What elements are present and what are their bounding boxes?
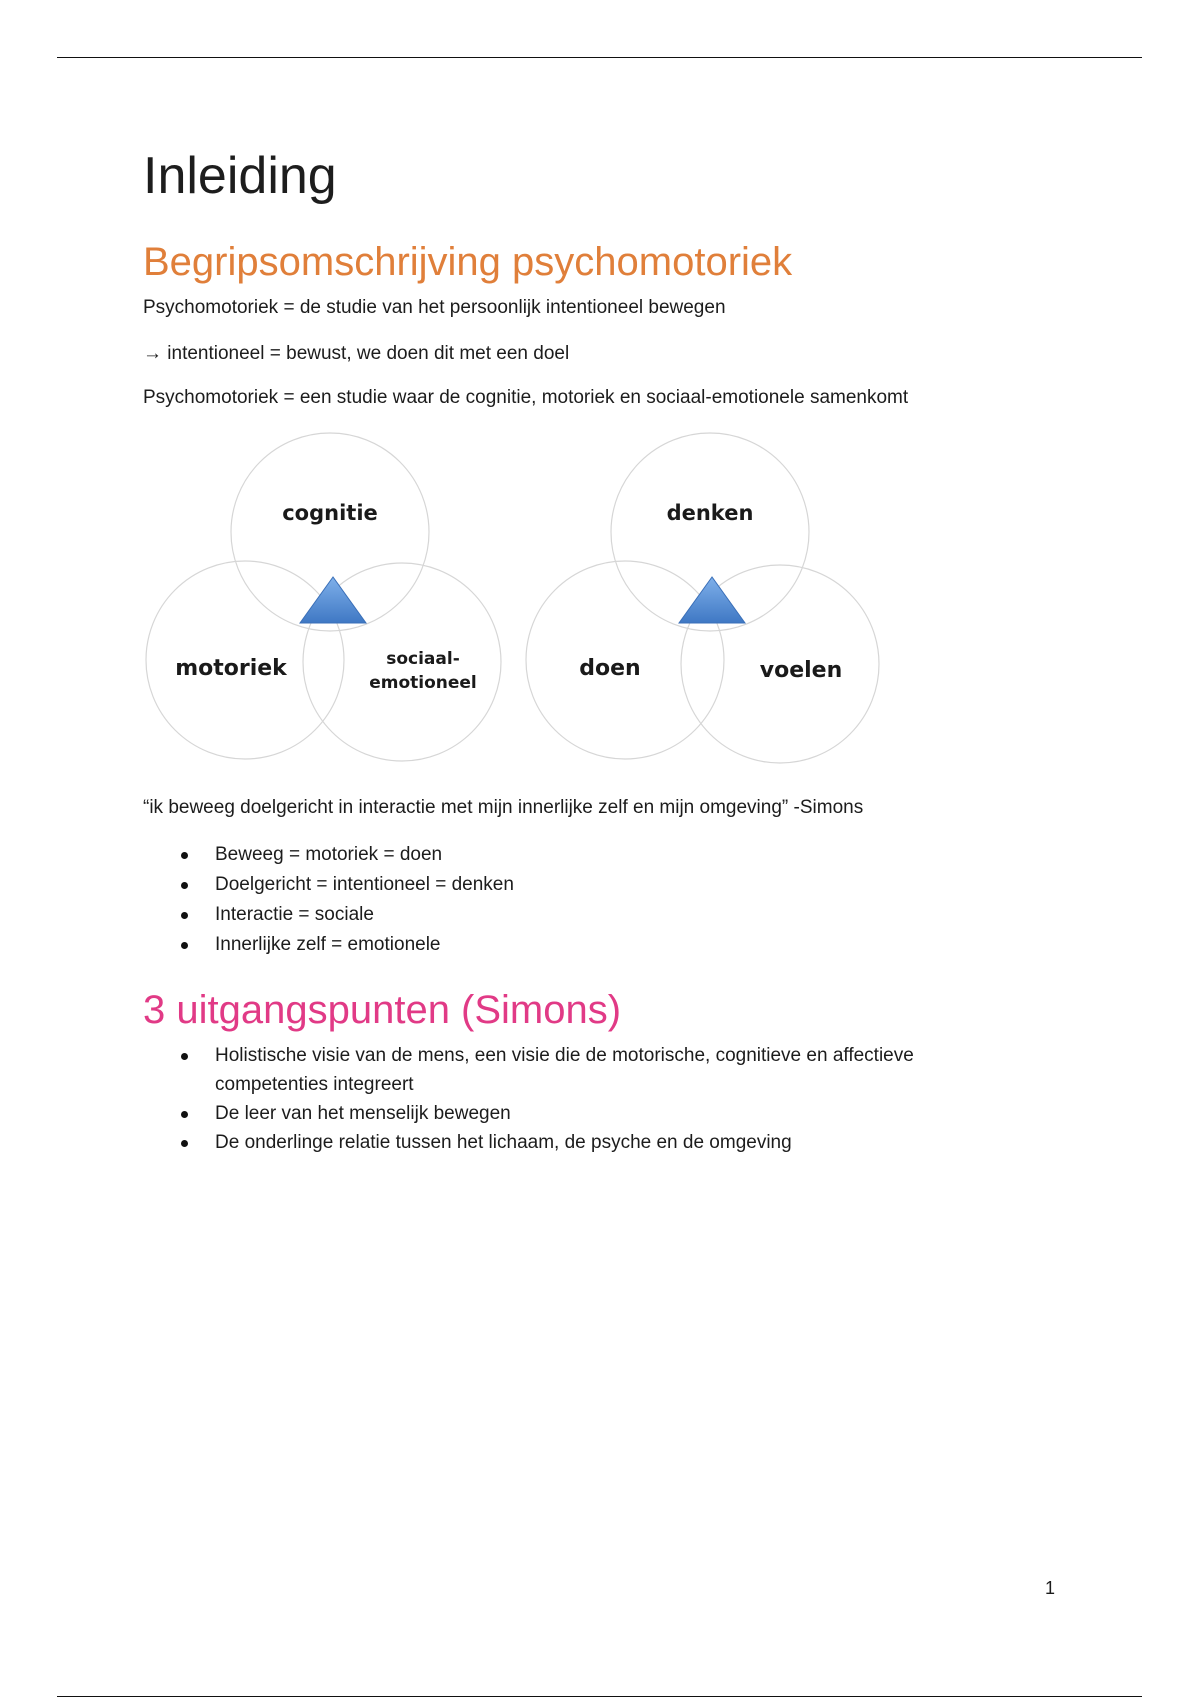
venn-diagram-right: [526, 433, 879, 763]
list-item: De onderlinge relatie tussen het lichaam, de psyche en de omgeving: [143, 1128, 1003, 1157]
footer-rule: [57, 1696, 1142, 1697]
venn-label-voelen: voelen: [759, 658, 843, 683]
venn-label-doen: doen: [579, 656, 641, 681]
quote-paragraph: “ik beweeg doelgericht in interactie met mijn innerlijke zelf en mijn omgeving” -Simons: [143, 797, 864, 818]
bullet-list-simons: [143, 840, 514, 960]
list-item: Interactie = sociale: [143, 900, 514, 930]
venn-label-motoriek: motoriek: [175, 656, 287, 681]
venn-label-denken: denken: [666, 501, 754, 525]
venn-label-emotioneel: emotioneel: [369, 673, 477, 693]
list-item: Holistische visie van de mens, een visie die de motorische, cognitieve en affectieve competenties integreert: [143, 1041, 1003, 1099]
header-rule: [57, 57, 1142, 58]
list-item: Beweeg = motoriek = doen: [143, 840, 514, 870]
page-title: Inleiding: [143, 147, 337, 205]
venn-label-cognitie: cognitie: [282, 501, 378, 525]
section-title-uitgangspunten: 3 uitgangspunten (Simons): [143, 988, 622, 1032]
page-number: 1: [1045, 1578, 1056, 1598]
triangle-icon: [300, 577, 366, 623]
list-item: Doelgericht = intentioneel = denken: [143, 870, 514, 900]
definition-paragraph: Psychomotoriek = de studie van het persoonlijk intentioneel bewegen: [143, 297, 726, 318]
list-item: De leer van het menselijk bewegen: [143, 1099, 1003, 1128]
list-item: Innerlijke zelf = emotionele: [143, 930, 514, 960]
venn-diagrams: [140, 428, 900, 768]
study-paragraph: Psychomotoriek = een studie waar de cognitie, motoriek en sociaal-emotionele samenkomt: [143, 387, 909, 408]
venn-diagram-left: [146, 433, 501, 761]
intentional-paragraph: → intentioneel = bewust, we doen dit met een doel: [143, 343, 570, 364]
section-title-begripsomschrijving: Begripsomschrijving psychomotoriek: [143, 240, 793, 284]
venn-label-sociaal: sociaal-: [386, 649, 460, 669]
bullet-list-uitgangspunten: [143, 1041, 1003, 1157]
